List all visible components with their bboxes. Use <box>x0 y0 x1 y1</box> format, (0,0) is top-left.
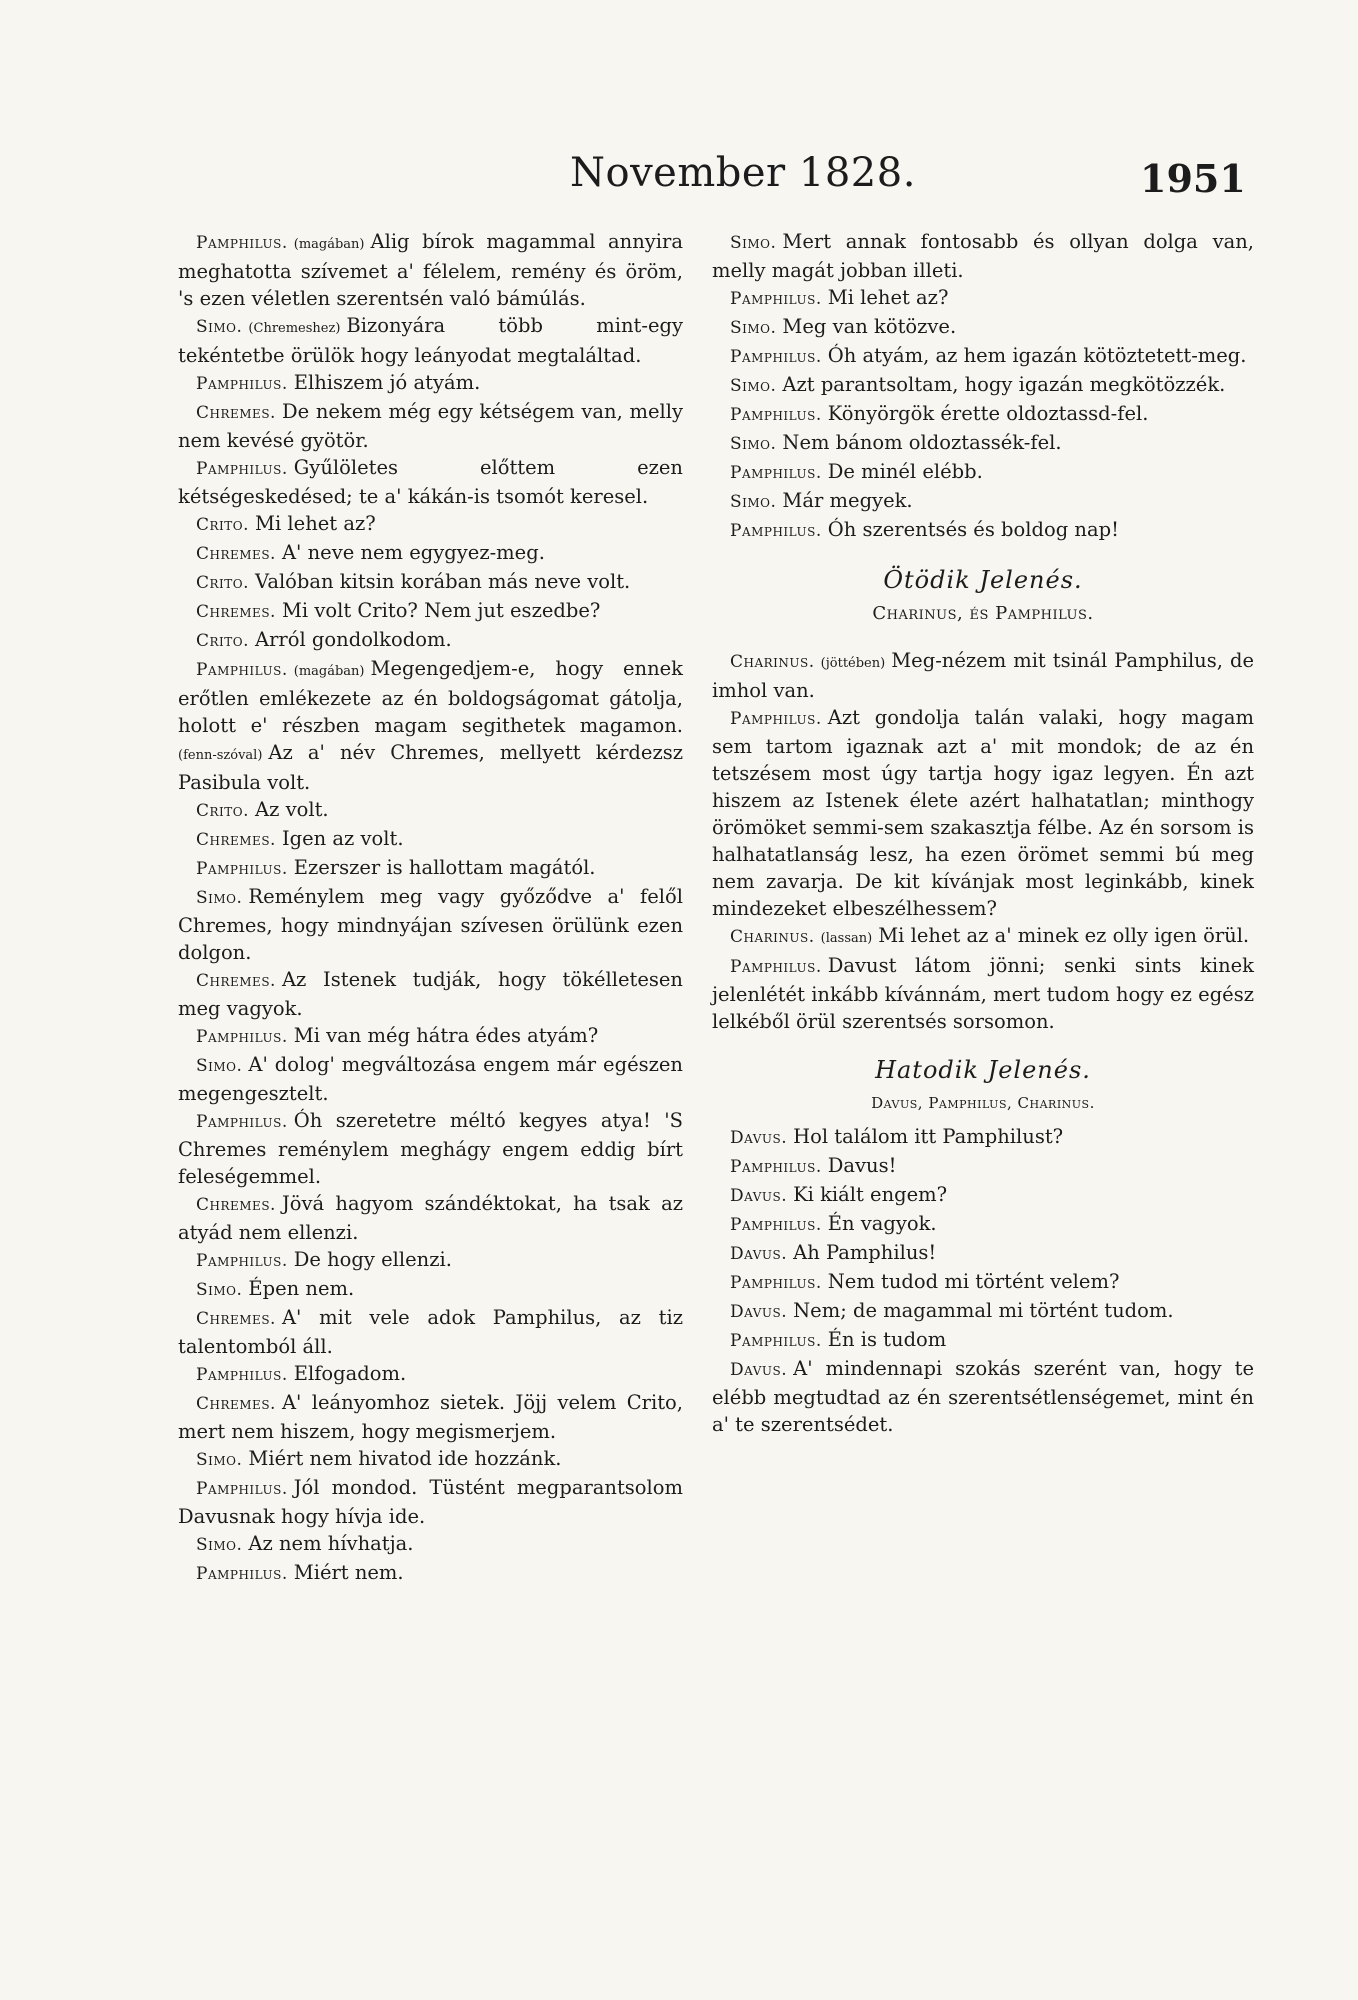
speaker-name: Pamphilus. <box>730 1273 822 1293</box>
dialogue-line <box>712 1123 1254 1152</box>
dialogue-line <box>712 313 1254 342</box>
speaker-name: Pamphilus. <box>196 1027 288 1047</box>
dialogue-line <box>712 342 1254 371</box>
dialogue-line <box>178 1445 683 1474</box>
line-text: Mi volt Crito? Nem jut eszedbe? <box>281 599 601 622</box>
dialogue-line <box>712 429 1254 458</box>
speaker-name: Pamphilus. <box>196 374 288 394</box>
line-text: Az nem hívhatja. <box>248 1532 414 1555</box>
line-text: Nem; de magammal mi történt tudom. <box>793 1299 1174 1322</box>
speaker-name: Davus. <box>730 1360 788 1380</box>
dialogue-line <box>712 371 1254 400</box>
line-text: Óh szeretetre méltó kegyes atya! 'S Chremes reménylem meghágy engem eddig bírt feleségemmel. <box>178 1109 683 1188</box>
line-text: Én is tudom <box>827 1328 947 1351</box>
line-text: Alig bírok magammal annyira meghatotta szívemet a' félelem, remény és öröm, 's ezen véletlen szerentsén való bámúlás. <box>178 230 683 310</box>
speaker-name: Simo. <box>196 1280 243 1300</box>
dialogue-line <box>178 655 683 796</box>
dialogue-line <box>178 796 683 825</box>
dialogue-line <box>178 1389 683 1445</box>
speaker-name: Pamphilus. <box>730 1331 822 1351</box>
line-text: Bizonyára több mint-egy tekéntetbe örülök hogy leányodat megtaláltad. <box>178 314 683 367</box>
line-text: Óh szerentsés és boldog nap! <box>827 518 1119 541</box>
line-text: Könyörgök érette oldoztassd-fel. <box>827 402 1149 425</box>
dialogue-line <box>712 1297 1254 1326</box>
right-column-dialogue <box>712 228 1254 545</box>
line-text: Miért nem. <box>293 1561 404 1584</box>
line-text: Ki kiált engem? <box>793 1183 948 1206</box>
speaker-name: Simo. <box>196 1450 243 1470</box>
line-text: Nem tudod mi történt velem? <box>827 1270 1120 1293</box>
dialogue-line <box>178 883 683 966</box>
line-text: Jövá hagyom szándéktokat, ha tsak az atyád nem ellenzi. <box>178 1192 683 1244</box>
dialogue-line <box>178 510 683 539</box>
line-text: A' neve nem egygyez-meg. <box>281 541 545 564</box>
speaker-name: Pamphilus. <box>196 1564 288 1584</box>
speaker-name: Crito. <box>196 573 250 593</box>
speaker-name: Simo. <box>730 376 777 396</box>
speaker-name: Pamphilus. <box>196 859 288 879</box>
line-text: Davust látom jönni; senki sints kinek jelenlétét inkább kívánnám, mert tudom hogy ez egész lelkéből örül szerentsés sorsomon. <box>712 954 1254 1033</box>
dialogue-line <box>178 228 683 312</box>
speaker-name: Davus. <box>730 1128 788 1148</box>
line-text: Arról gondolkodom. <box>255 628 452 651</box>
line-text: Meg van kötözve. <box>782 315 957 338</box>
line-text: De nekem még egy kétségem van, melly nem kevésé gyötör. <box>178 400 683 452</box>
dialogue-line <box>712 922 1254 952</box>
stage-direction: ( magában ) <box>294 237 365 252</box>
line-text: Mi lehet az? <box>827 286 949 309</box>
dialogue-line <box>712 516 1254 545</box>
speaker-name: Simo. <box>196 1535 243 1555</box>
line-text: Az volt. <box>255 798 329 821</box>
dialogue-line <box>712 284 1254 313</box>
dialogue-line <box>712 458 1254 487</box>
scene-6-dialogue <box>712 1123 1254 1438</box>
speaker-name: Simo. <box>730 233 777 253</box>
speaker-name: Chremes. <box>196 1394 276 1414</box>
dialogue-line <box>712 400 1254 429</box>
speaker-name: Chremes. <box>196 971 276 991</box>
speaker-name: Pamphilus. <box>730 709 822 729</box>
line-text: A' dolog' megváltozása engem már egészen megengesztelt. <box>178 1053 683 1105</box>
line-text: Valóban kitsin korában más neve volt. <box>255 570 631 593</box>
right-column <box>712 228 1254 1438</box>
dialogue-line <box>712 704 1254 922</box>
dialogue-line <box>712 228 1254 284</box>
speaker-name: Davus. <box>730 1244 788 1264</box>
dialogue-line <box>178 626 683 655</box>
dialogue-line <box>178 1022 683 1051</box>
speaker-name: Chremes. <box>196 544 276 564</box>
line-text: A' mit vele adok Pamphilus, az tiz talentomból áll. <box>178 1306 683 1358</box>
line-text: Azt gondolja talán valaki, hogy magam sem tartom igaznak azt a' mit mondok; de az én tetszésem most úgy tartja hogy igaz legyen. Én azt hiszem az Istenek élete azért halhatatlan; minthogy örömöket semmi-sem szakasztja félbe. Az én sorsom is halhatatlanság lesz, ha ezen örömet semmi bú meg nem zavarja. De kit kívánjak most leginkább, kinek mindezeket elbeszélhessem? <box>712 706 1254 920</box>
dialogue-line <box>178 398 683 454</box>
speaker-name: Pamphilus. <box>730 521 822 541</box>
scene-6-title: Hatodik Jelenés. <box>875 1056 1091 1084</box>
dialogue-line <box>712 1239 1254 1268</box>
line-text: Gyűlöletes előttem ezen kétségeskedésed; te a' kákán-is tsomót keresel. <box>178 456 683 508</box>
speaker-name: Pamphilus. <box>196 660 288 680</box>
speaker-name: Pamphilus. <box>196 1479 288 1499</box>
line-text: Óh atyám, az hem igazán kötöztetett-meg. <box>827 344 1247 367</box>
line-text: Meg-nézem mit tsinál Pamphilus, de imhol van. <box>712 649 1254 702</box>
dialogue-line <box>178 1275 683 1304</box>
dialogue-line <box>178 1559 683 1588</box>
line-text: Mert annak fontosabb és ollyan dolga van, melly magát jobban illeti. <box>712 230 1254 282</box>
line-text: Ezerszer is hallottam magától. <box>293 856 596 879</box>
line-text: Megengedjem-e, hogy ennek erőtlen emlékezete az én boldogságomat gátolja, holott e' részben magam segithetek magamon. <box>178 657 683 737</box>
line-text: Mi van még hátra édes atyám? <box>293 1024 599 1047</box>
dialogue-line <box>178 597 683 626</box>
speaker-name: Pamphilus. <box>730 405 822 425</box>
line-text: A' leányomhoz sietek. Jöjj velem Crito, mert nem hiszem, hogy megismerjem. <box>178 1391 683 1443</box>
line-text: Hol találom itt Pamphilust? <box>793 1125 1064 1148</box>
dialogue-line <box>712 487 1254 516</box>
dialogue-line <box>712 1268 1254 1297</box>
line-text: De hogy ellenzi. <box>293 1248 452 1271</box>
dialogue-line <box>712 1152 1254 1181</box>
dialogue-line <box>178 1051 683 1107</box>
speaker-name: Charinus. <box>730 652 815 672</box>
dialogue-line <box>712 1210 1254 1239</box>
dialogue-line <box>178 1304 683 1360</box>
line-text: Igen az volt. <box>281 827 404 850</box>
speaker-name: Davus. <box>730 1302 788 1322</box>
running-title: November 1828. <box>570 150 916 196</box>
stage-direction: ( Chremeshez ) <box>248 321 340 336</box>
speaker-name: Chremes. <box>196 602 276 622</box>
page-header <box>0 150 1358 220</box>
line-text: Reménylem meg vagy győződve a' felől Chremes, hogy mindnyájan szívesen örülünk ezen dolgon. <box>178 885 683 964</box>
line-text: Az a' név Chremes, mellyett kérdezsz Pasibula volt. <box>178 741 683 794</box>
dialogue-line <box>712 952 1254 1035</box>
scene-5-dialogue <box>712 647 1254 1035</box>
dialogue-line <box>178 1190 683 1246</box>
dialogue-line <box>178 1246 683 1275</box>
line-text: Én vagyok. <box>827 1212 937 1235</box>
scene-6-cast: Davus, Pamphilus, Charinus. <box>871 1094 1095 1112</box>
line-text: A' mindennapi szokás szerént van, hogy te elébb megtudtad az én szerentsétlenségemet, mint én a' te szerentsédet. <box>712 1357 1254 1436</box>
speaker-name: Crito. <box>196 801 250 821</box>
line-text: De minél elébb. <box>827 460 983 483</box>
line-text: Az Istenek tudják, hogy tökélletesen meg vagyok. <box>178 968 683 1020</box>
dialogue-line <box>178 312 683 369</box>
dialogue-line <box>712 647 1254 704</box>
speaker-name: Chremes. <box>196 403 276 423</box>
speaker-name: Simo. <box>196 888 243 908</box>
speaker-name: Pamphilus. <box>730 289 822 309</box>
dialogue-line <box>178 568 683 597</box>
left-column <box>178 228 683 1588</box>
dialogue-line <box>178 966 683 1022</box>
dialogue-line <box>178 369 683 398</box>
speaker-name: Pamphilus. <box>196 1365 288 1385</box>
dialogue-line <box>178 1530 683 1559</box>
speaker-name: Crito. <box>196 631 250 651</box>
stage-direction: ( magában ) <box>294 664 365 679</box>
line-text: Jól mondod. Tüstént megparantsolom Davusnak hogy hívja ide. <box>178 1476 683 1528</box>
speaker-name: Pamphilus. <box>196 1112 288 1132</box>
speaker-name: Simo. <box>730 318 777 338</box>
stage-direction: ( lassan ) <box>821 931 873 946</box>
speaker-name: Chremes. <box>196 830 276 850</box>
page-number: 1951 <box>1140 156 1246 201</box>
speaker-name: Pamphilus. <box>730 463 822 483</box>
dialogue-line <box>712 1355 1254 1438</box>
line-text: Ah Pamphilus! <box>793 1241 937 1264</box>
line-text: Nem bánom oldoztassék-fel. <box>782 431 1062 454</box>
line-text: Elhiszem jó atyám. <box>293 371 481 394</box>
dialogue-line <box>178 539 683 568</box>
dialogue-line <box>178 825 683 854</box>
dialogue-line <box>178 1360 683 1389</box>
speaker-name: Pamphilus. <box>196 233 288 253</box>
speaker-name: Pamphilus. <box>730 347 822 367</box>
speaker-name: Crito. <box>196 515 250 535</box>
speaker-name: Chremes. <box>196 1195 276 1215</box>
stage-direction: ( jöttében ) <box>821 656 886 671</box>
line-text: Azt parantsoltam, hogy igazán megkötözzék. <box>782 373 1226 396</box>
speaker-name: Pamphilus. <box>196 459 288 479</box>
line-text: Davus! <box>827 1154 897 1177</box>
line-text: Miért nem hivatod ide hozzánk. <box>248 1447 562 1470</box>
speaker-name: Pamphilus. <box>730 1215 822 1235</box>
speaker-name: Charinus. <box>730 927 815 947</box>
line-text: Mi lehet az a' minek ez olly igen örül. <box>878 924 1250 947</box>
line-text: Elfogadom. <box>293 1362 407 1385</box>
speaker-name: Pamphilus. <box>730 957 822 977</box>
line-text: Már megyek. <box>782 489 913 512</box>
scene-5-title: Ötödik Jelenés. <box>883 566 1083 594</box>
dialogue-line <box>178 1474 683 1530</box>
dialogue-line <box>712 1326 1254 1355</box>
stage-direction: ( fenn-szóval ) <box>178 748 262 763</box>
speaker-name: Davus. <box>730 1186 788 1206</box>
scene-5-cast: Charinus, és Pamphilus. <box>872 603 1094 624</box>
speaker-name: Chremes. <box>196 1309 276 1329</box>
speaker-name: Simo. <box>196 1056 243 1076</box>
speaker-name: Simo. <box>730 492 777 512</box>
line-text: Mi lehet az? <box>255 512 376 535</box>
speaker-name: Pamphilus. <box>196 1251 288 1271</box>
line-text: Épen nem. <box>248 1277 355 1300</box>
speaker-name: Simo. <box>730 434 777 454</box>
speaker-name: Simo. <box>196 317 243 337</box>
dialogue-line <box>178 1107 683 1190</box>
dialogue-line <box>178 854 683 883</box>
dialogue-line <box>178 454 683 510</box>
speaker-name: Pamphilus. <box>730 1157 822 1177</box>
dialogue-line <box>712 1181 1254 1210</box>
